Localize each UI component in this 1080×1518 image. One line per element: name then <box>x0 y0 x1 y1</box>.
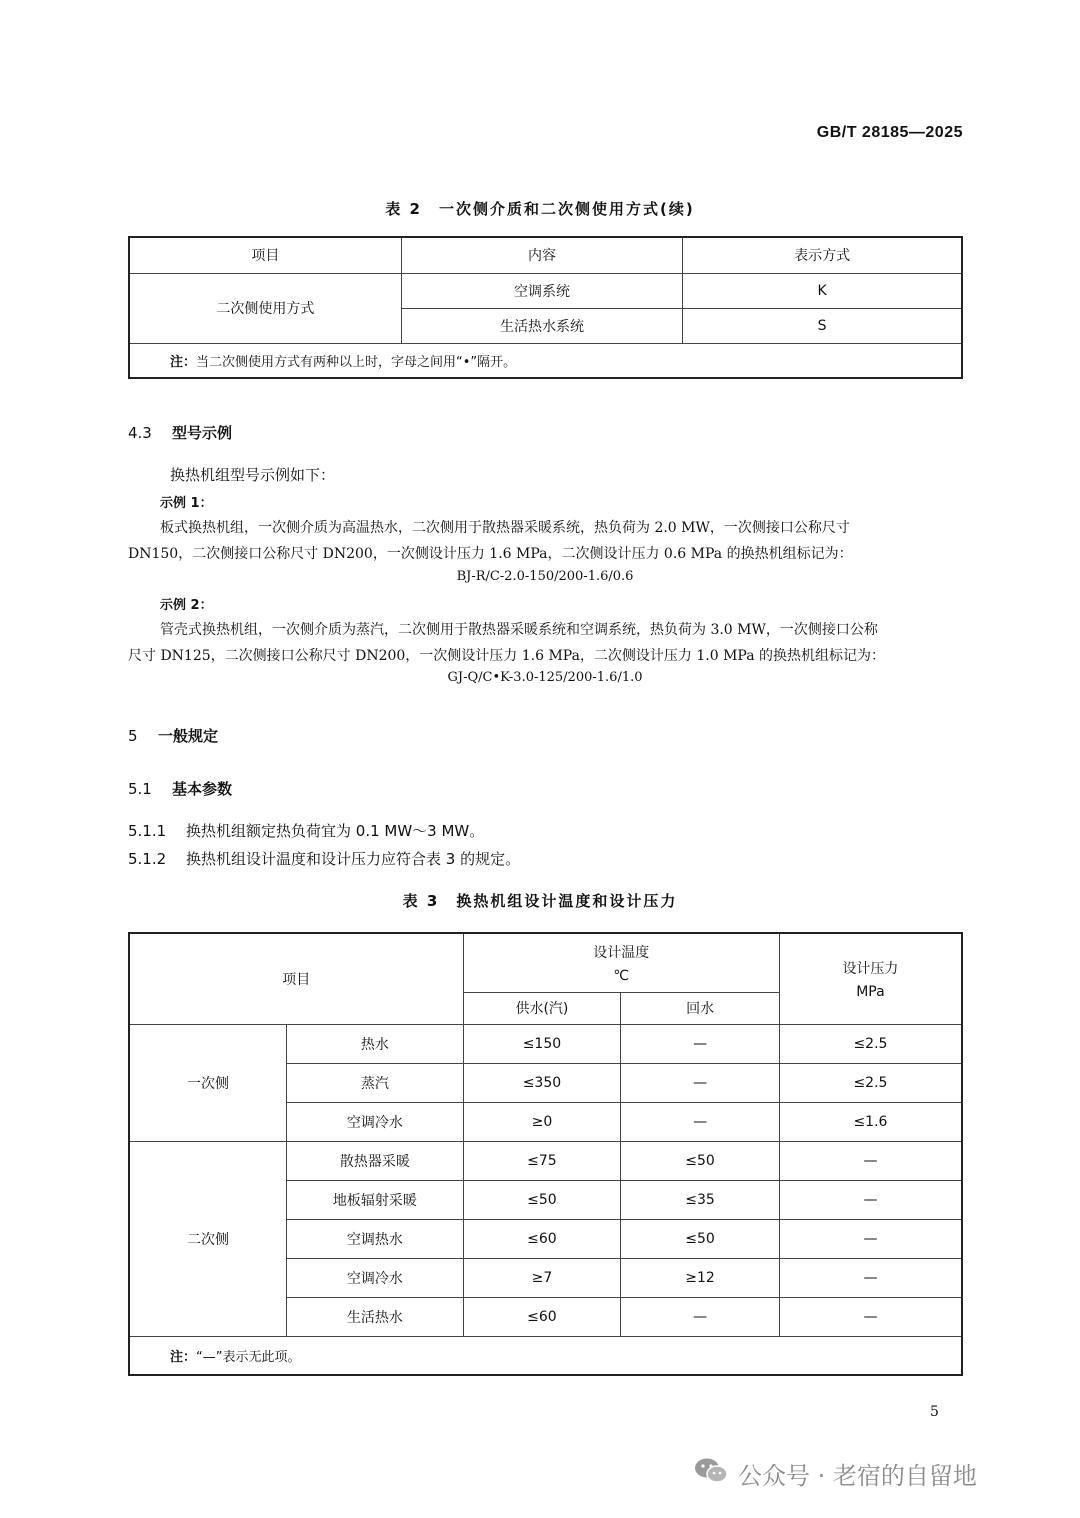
clause <box>128 820 484 841</box>
table-cell: ≥0 <box>463 1102 621 1141</box>
table-cell: ≤60 <box>463 1219 621 1258</box>
example-text: 板式换热机组，一次侧介质为高温热水，二次侧用于散热器采暖系统，热负荷为 2.0 MW，一次侧接口公称尺寸 <box>160 520 850 536</box>
clause-text: 换热机组额定热负荷宜为 0.1 MW～3 MW。 <box>186 822 485 840</box>
table-cell: — <box>779 1141 962 1180</box>
header-pressure-unit: MPa <box>856 983 885 1000</box>
table-row <box>129 273 962 308</box>
table-row <box>129 1024 962 1063</box>
section-heading <box>128 422 232 443</box>
table-header-row <box>129 933 962 992</box>
header-pressure <box>779 933 962 1024</box>
table-cell: — <box>779 1219 962 1258</box>
example-label: 示例 1： <box>160 496 213 511</box>
table-cell: 空调冷水 <box>287 1258 464 1297</box>
table-cell: ≤60 <box>463 1297 621 1336</box>
note-text: 当二次侧使用方式有两种以上时，字母之间用“•”隔开。 <box>196 354 517 370</box>
table-cell: 散热器采暖 <box>287 1141 464 1180</box>
table-cell: — <box>621 1102 780 1141</box>
note-text: “—”表示无此项。 <box>196 1349 301 1365</box>
table2 <box>128 236 963 379</box>
group-label: 一次侧 <box>129 1024 287 1141</box>
section-title: 基本参数 <box>172 780 233 798</box>
table-cell: — <box>779 1297 962 1336</box>
group-label: 二次侧使用方式 <box>129 273 401 343</box>
table3 <box>128 932 963 1376</box>
watermark-text: 公众号 · 老宿的自留地 <box>738 1462 977 1490</box>
example-text: 尺寸 DN125，二次侧接口公称尺寸 DN200，一次侧设计压力 1.6 MPa，二次侧设计压力 1.0 MPa 的换热机组标记为： <box>128 648 886 664</box>
page-number: 5 <box>930 1404 939 1420</box>
section-number: 4.3 <box>128 424 152 442</box>
table-header-row <box>129 237 962 273</box>
note-label: 注： <box>170 354 197 370</box>
example-text: 管壳式换热机组，一次侧介质为蒸汽，二次侧用于散热器采暖系统和空调系统，热负荷为 3.0 MW，一次侧接口公称 <box>160 622 878 638</box>
table-note <box>129 343 962 378</box>
table-cell: ≤2.5 <box>779 1024 962 1063</box>
clause-number: 5.1.1 <box>128 822 167 840</box>
table3-caption: 表 3 换热机组设计温度和设计压力 <box>402 892 678 910</box>
table-cell: ≤75 <box>463 1141 621 1180</box>
intro-text: 换热机组型号示例如下： <box>170 466 336 484</box>
table-cell: ≤1.6 <box>779 1102 962 1141</box>
table-cell: 空调系统 <box>401 273 682 308</box>
table-cell: 空调热水 <box>287 1219 464 1258</box>
table-cell: ≤50 <box>463 1180 621 1219</box>
clause-number: 5.1.2 <box>128 850 167 868</box>
standard-code: GB/T 28185—2025 <box>816 124 963 141</box>
table-row <box>129 1141 962 1180</box>
table-cell: 生活热水系统 <box>401 308 682 343</box>
table-header-cell: 表示方式 <box>683 237 962 273</box>
header-temp <box>463 933 779 992</box>
section-heading <box>128 778 232 799</box>
table-cell: — <box>779 1258 962 1297</box>
section-title: 型号示例 <box>172 424 233 442</box>
note-label: 注： <box>170 1349 197 1365</box>
table-cell: ≤350 <box>463 1063 621 1102</box>
watermark <box>694 1456 977 1491</box>
header-return: 回水 <box>621 992 780 1024</box>
clause-text: 换热机组设计温度和设计压力应符合表 3 的规定。 <box>186 850 521 868</box>
section-title: 一般规定 <box>158 727 219 745</box>
table-cell: 空调冷水 <box>287 1102 464 1141</box>
table-cell: 蒸汽 <box>287 1063 464 1102</box>
table-note-row <box>129 343 962 378</box>
table-cell: — <box>779 1180 962 1219</box>
model-code: BJ-R/C-2.0-150/200-1.6/0.6 <box>456 569 634 584</box>
table-cell: — <box>621 1297 780 1336</box>
section-number: 5 <box>128 727 138 745</box>
example-label: 示例 2： <box>160 598 213 613</box>
table-cell: ≤35 <box>621 1180 780 1219</box>
header-temp-label: 设计温度 <box>593 944 650 961</box>
table-cell: ≤2.5 <box>779 1063 962 1102</box>
table-cell: ≤50 <box>621 1141 780 1180</box>
wechat-icon <box>694 1457 728 1491</box>
header-item: 项目 <box>129 933 463 1024</box>
table-cell: ≤150 <box>463 1024 621 1063</box>
table-cell: K <box>683 273 962 308</box>
table-cell: ≥7 <box>463 1258 621 1297</box>
table-cell: S <box>683 308 962 343</box>
example-text: DN150，二次侧接口公称尺寸 DN200，一次侧设计压力 1.6 MPa，二次侧设计压力 0.6 MPa 的换热机组标记为： <box>128 546 853 562</box>
table-cell: ≤50 <box>621 1219 780 1258</box>
table-cell: — <box>621 1063 780 1102</box>
table2-caption: 表 2 一次侧介质和二次侧使用方式(续) <box>385 200 695 218</box>
table-note <box>129 1336 962 1375</box>
header-pressure-label: 设计压力 <box>842 960 899 977</box>
header-supply: 供水(汽) <box>463 992 621 1024</box>
table-cell: 生活热水 <box>287 1297 464 1336</box>
section-number: 5.1 <box>128 780 152 798</box>
table-cell: 地板辐射采暖 <box>287 1180 464 1219</box>
group-label: 二次侧 <box>129 1141 287 1336</box>
header-temp-unit: ℃ <box>613 967 630 984</box>
table-cell: 热水 <box>287 1024 464 1063</box>
table-note-row <box>129 1336 962 1375</box>
table-header-cell: 内容 <box>401 237 682 273</box>
table-cell: — <box>621 1024 780 1063</box>
table-header-cell: 项目 <box>129 237 401 273</box>
section-heading <box>128 725 218 746</box>
model-code: GJ-Q/C•K-3.0-125/200-1.6/1.0 <box>447 670 643 685</box>
table-cell: ≥12 <box>621 1258 780 1297</box>
clause <box>128 848 520 869</box>
